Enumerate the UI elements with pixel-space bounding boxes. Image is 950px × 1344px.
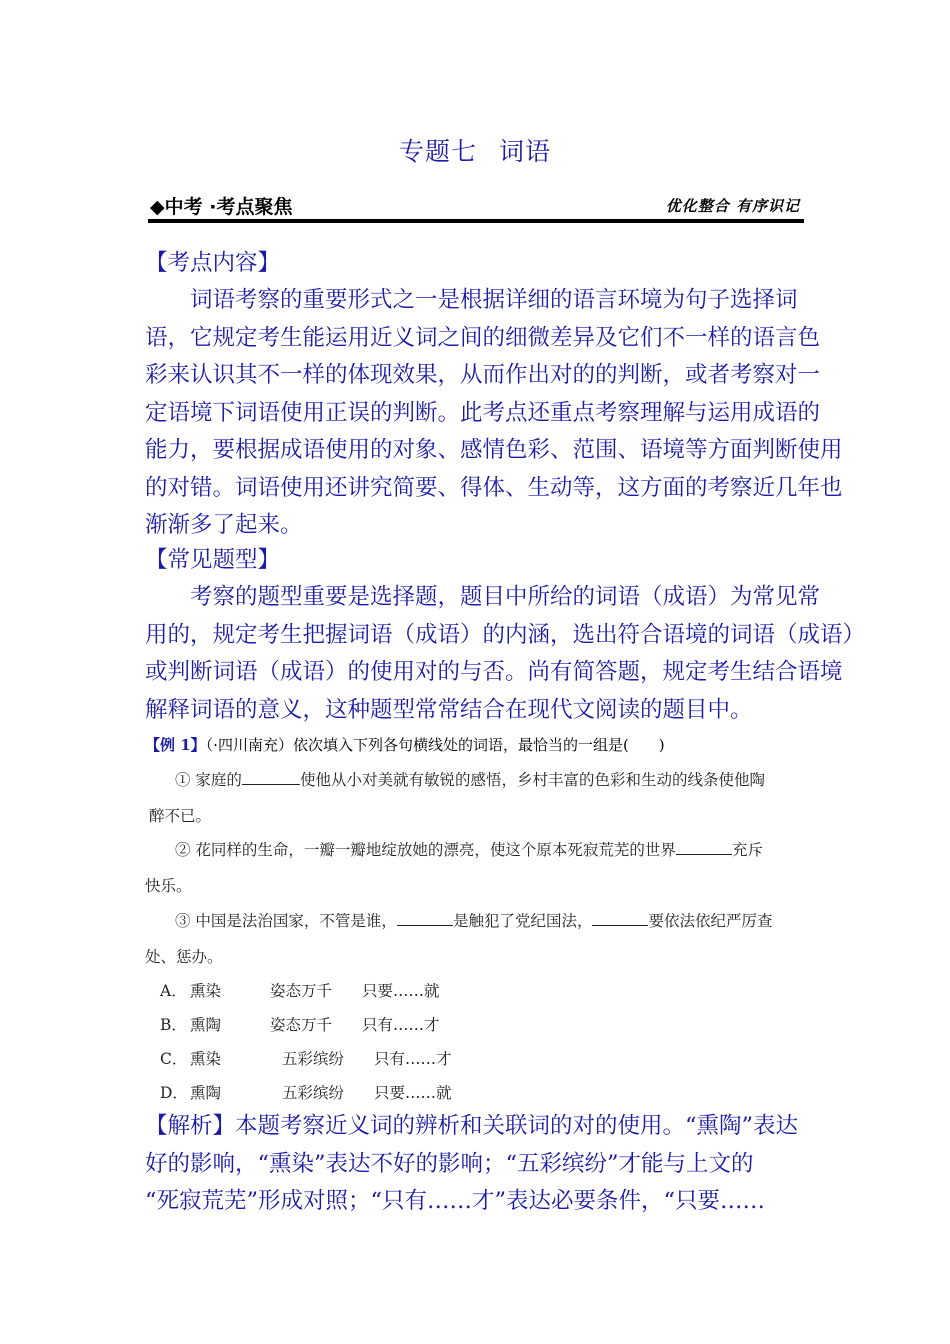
paragraph-line: 或判断词语（成语）的使用对的与否。尚有简答题，规定考生结合语境 [145,659,843,685]
section1-paragraph [145,282,843,545]
question-text: ② 花同样的生命，一瓣一瓣地绽放她的漂亮，使这个原本死寂荒芜的世界 [175,841,676,859]
analysis-line: 好的影响，“熏染”表达不好的影响；“五彩缤纷”才能与上文的 [145,1150,754,1177]
option-letter: B． [160,1016,187,1034]
option-word: 熏陶 [190,1084,222,1102]
paragraph-line: 的对错。词语使用还讲究简要、得体、生动等，这方面的考察近几年也 [145,474,843,501]
banner-right-label: 优化整合 有序识记 [665,197,800,215]
option-d [160,1081,452,1103]
question-2-line-2: 快乐。 [145,877,192,895]
option-word: 姿态万千 [270,982,333,1000]
answer-blank [676,842,732,855]
option-letter: C． [160,1050,188,1068]
title-part-2: 词语 [499,137,552,166]
option-letter: D． [160,1084,188,1102]
question-text: 使他从小对美就有敏锐的感悟，乡村丰富的色彩和生动的线条使他陶 [299,771,765,789]
paragraph-line: 定语境下词语使用正误的判断。此考点还重点考察理解与运用成语的 [145,399,821,426]
question-text: 充斥 [731,841,763,859]
option-word: 只有……才 [362,1016,440,1034]
paragraph-line: 能力，要根据成语使用的对象、感情色彩、范围、语境等方面判断使用 [145,437,843,463]
option-letter: A． [160,982,187,1000]
option-c [160,1047,452,1069]
paragraph-line: 用的，规定考生把握词语（成语）的内涵，选出符合语境的词语（成语） [145,621,866,648]
paragraph-line: 彩来认识其不一样的体现效果，从而作出对的的判断，或者考察对一 [145,362,821,388]
section2-paragraph [145,579,866,729]
section1-heading: 【考点内容】 [145,250,281,276]
analysis-label: 【解析】 [145,1113,236,1139]
paragraph-line: 考察的题型重要是选择题，题目中所给的词语（成语）为常见常 [190,584,821,610]
analysis-line: “死寂荒芜”形成对照；“只有……才”表达必要条件，“只要…… [145,1188,766,1214]
option-word: 五彩缤纷 [282,1050,345,1068]
section2-heading: 【常见题型】 [145,547,281,573]
banner-rule [148,219,804,223]
example-label: 【例 1】 [145,736,206,754]
question-text: 是触犯了党纪国法， [452,912,593,930]
option-word: 姿态万千 [270,1016,333,1034]
option-word: 只要……就 [374,1084,452,1102]
page-title [0,132,950,168]
analysis-text: 本题考察近义词的辨析和关联词的对的使用。“熏陶”表达 [235,1113,799,1139]
paragraph-line: 语，它规定考生能运用近义词之间的细微差异及它们不一样的语言色 [145,324,821,351]
banner-left-label: ◆中考 ·考点聚焦 [150,196,293,218]
example-heading [145,734,665,755]
paragraph-line: 渐渐多了起来。 [145,512,303,538]
question-1-line-2: 醉不已。 [149,807,212,825]
option-word: 只要……就 [362,982,440,1000]
option-word: 只有……才 [374,1050,452,1068]
option-word: 熏染 [190,1050,222,1068]
option-word: 熏染 [190,982,222,1000]
title-part-1: 专题七 [398,137,477,166]
answer-blank [592,913,648,926]
analysis-line [145,1108,807,1146]
question-text: ① 家庭的 [175,771,242,789]
question-2-line-1 [145,838,839,860]
answer-blank [397,913,453,926]
question-text: ③ 中国是法治国家，不管是谁， [175,912,397,930]
section-banner [148,190,804,226]
paragraph-line: 解释词语的意义，这种题型常常结合在现代文阅读的题目中。 [145,696,753,723]
option-b [160,1013,440,1035]
question-3-line-1 [145,909,839,931]
question-3-line-2: 处、惩办。 [145,948,223,966]
paragraph-line: 词语考察的重要形式之一是根据详细的语言环境为句子选择词 [190,287,798,313]
question-1-line-1 [145,768,839,790]
answer-blank [242,772,300,785]
option-a [160,979,440,1001]
option-word: 熏陶 [190,1016,222,1034]
question-text: 要依法依纪严厉查 [648,912,773,930]
option-word: 五彩缤纷 [282,1084,345,1102]
analysis-paragraph [145,1108,807,1221]
example-prompt: （·四川南充）依次填入下列各句横线处的词语，最恰当的一组是( ) [205,736,665,754]
